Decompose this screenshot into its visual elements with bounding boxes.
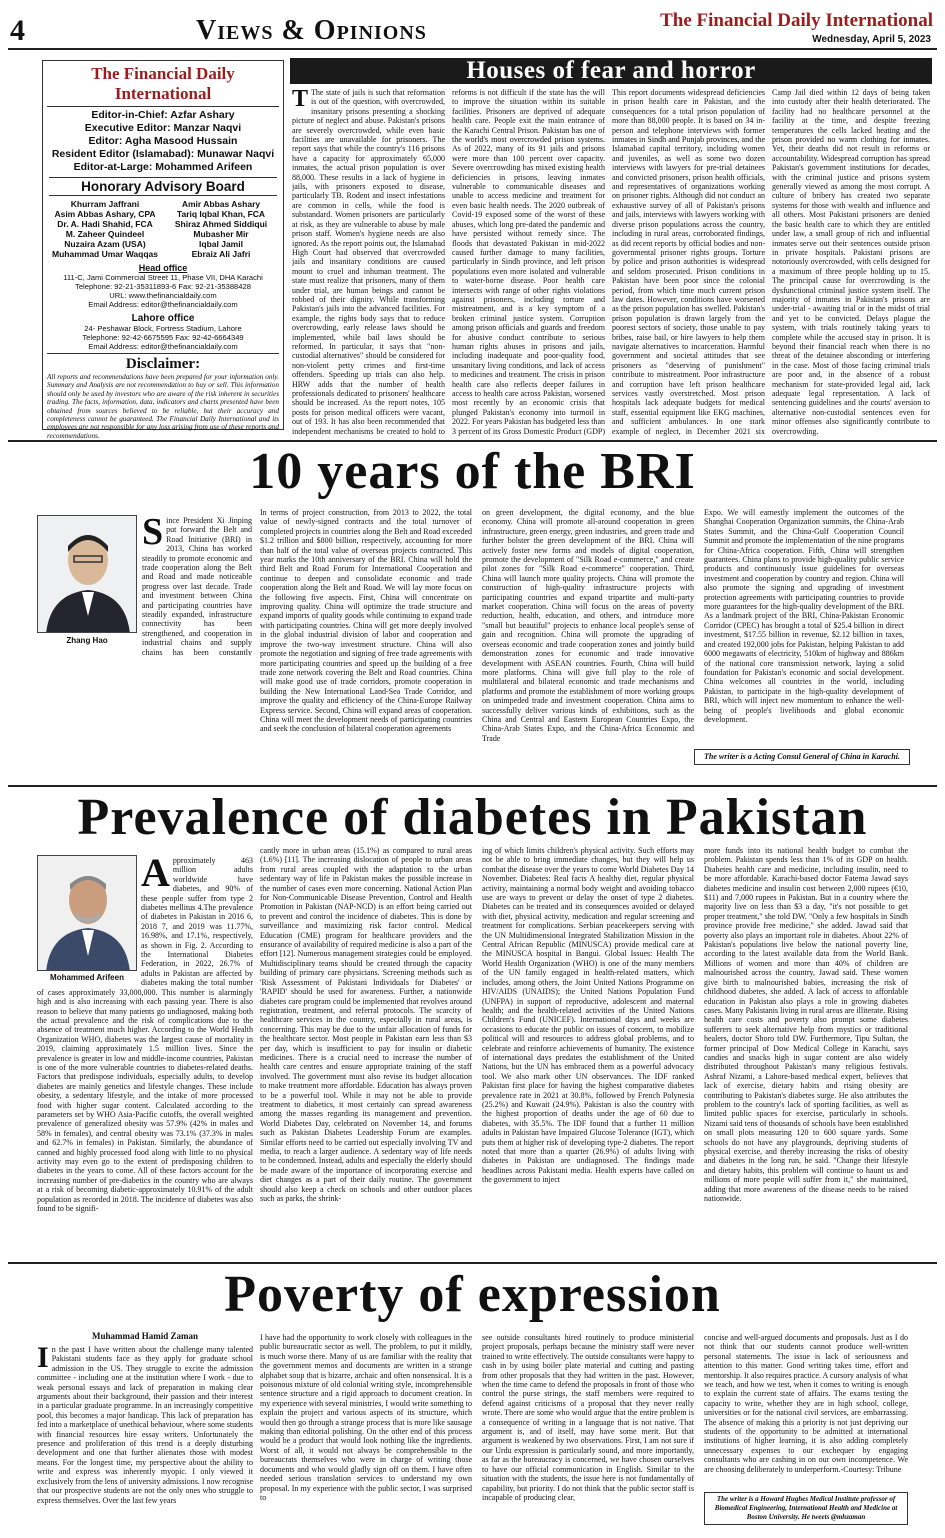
board-member: Asim Abbas Ashary, CPA [54, 209, 156, 219]
column-text: ince President Xi Jinping put forward the Belt and Road Initiative (BRI) in 2013, China has worked steadily to promote economic and trade cooperation along the Belt and Road and made noticeable progress over last decade. Trade and investment between China and participating countries have steadily expanded, infrastructure connectivity has been strengthened, and cooperation in industrial chains and supply chains has been constantly [142, 516, 252, 656]
article-headline: Poverty of expression [224, 1266, 721, 1323]
advisory-board-list [43, 199, 283, 259]
portrait-icon [38, 516, 137, 633]
editor-line: Resident Editor (Islamabad): Munawar Naqvi [51, 148, 275, 160]
address-line: Telephone: 92-42-6675595 Fax: 92-42-6664349 [82, 333, 244, 342]
disclaimer-title: Disclaimer: [125, 356, 201, 372]
column-text: The state of jails is such that reformation is out of the question, with overcrowded, insanitary prisons presenting a shocking picture of neglect and abuse. Pakistan's prisons are severely overcrowded, while even basic facilities are unavailable for prisoners. The report says that while the country's 116 prisons have a capacity for approximately 65,000 inmates, the actual prison population is over 88,000. These results in a lack of hygiene in jails, with prisoners exposed to disease, particularly TB. Rodent and insect infestations are common in cells, while the food is substandard. Women prisoners are particularly at risk, as they are vulnerable to abuse by male prison staff. Women's hygiene needs are also ignored. As the report points out, the Islamabad High Court had observed that overcrowded jails and insanitary conditions are caused mount to cruel and inhuman treatment. The state must realize that prisoners, many of them under trial, are human beings and cannot be robbed of their dignity. While transforming Pakistan's jails into the advanced facilities. For example, the rights body says that to reduce overcrowding, early release laws should be implemented, while bail laws should be reformed. In particular, it says that "non-custodial alternatives" should be considered for non-violent petty crimes and first-time offenders. Speeding up trials can also help. HRW adds that the number of health professionals dedicated to prisoners' healthcare should be increased. As the report notes, 105 posts for prison medical officers were vacant, out of 193. It has also been recommended that independent mechanisms be created to hold to [292, 88, 445, 436]
issue-date: Wednesday, April 5, 2023 [812, 34, 931, 45]
article-column: on green development, the digital economy, and the blue economy. China will promote all-around cooperation in green infrastructure, green energy, green industries, and green trade and further bolster the green development of the BRI. China will actively foster new forms and models of digital cooperation, promote the development of "Silk Road e-commerce," and create pilot zones for "Silk Road e-commerce" cooperation. Third, China will launch more quality projects. China will promote the construction of high-quality infrastructure projects with participating countries and expand tripartite and multi-party market cooperation. China will focus on the areas of poverty reduction, health, education, and others, and introduce more "small but beautiful" projects to enhance local people's sense of gain and recognition. China will promote the upgrading of overseas economic and trade cooperation zones and jointly build demonstration zones for economic and trade innovative development with ASEAN countries. Fourth, China will build more platforms. China will give full play to the role of multilateral and bilateral economic and trade mechanisms and platforms and promote the establishment of more working groups on unimpeded trade and investment cooperation. China aims to successfully deliver various kinds of exhibitions, such as the China and Central and Eastern European Countries Expo, the China-Arab States Expo, and the China-Africa Economic and Trade [482, 508, 694, 743]
board-member: Khurram Jaffrani [70, 199, 140, 209]
article-column: see outside consultants hired routinely to produce ministerial project proposals, perhaps because the ministry staff were never trained to write effectively. The outside consultants were happy to cash in by using boiler plate material and cutting and pasting from other proposals that they had written in the past. However, when the time came to defend the proposals in front of those who control the purse strings, the staff members were required to defend against criticisms of a proposal that they never really wrote. There are some who would argue that the entire problem is a consequence of writing in a language that is not native. That argument is, and of itself, may have some merit. But that argument is weakened by two observations. First, I am not sure if our Urdu expression is particularly sound, and more importantly, as far as the bureaucracy is concerned, we have chosen ourselves to have our official communication in English. Similar to the situation with the students, the issue here is not fundamentally of capability, but priority. I do not think that the public sector staff is incapable of producing clear, [482, 1333, 694, 1502]
article-headline: Houses of fear and horror [290, 58, 932, 84]
photo-caption: Zhang Hao [66, 636, 108, 645]
article-column: Expo. We will earnestly implement the outcomes of the Shanghai Cooperation Organization summits, the China-Arab States Summit, and the China-Gulf Cooperation Council Summit and promote the implementation of the nine programs for China-Africa cooperation. Fifth, China will strengthen guarantees. China plans to provide high-quality public service products and continuously issue guidelines for overseas investment and cooperation by country and region. China will also promote the signing and upgrading of investment protection agreements with participating countries to provide more guarantees for the high-quality development of the BRI. As a landmark project of the BRI, China-Pakistan Economic Corridor (CPEC) has brought a total of $25.4 billion in direct investment, $17.55 billion in revenue, $2.12 billion in taxes, and created 192,000 jobs for Pakistan, helping Pakistan to add 6000 megawatts of electricity, 510km of highway and 886km of the national core transmission network, laying a solid foundation for Pakistan's economic and social development. China welcomes all countries in the world, including Pakistan, to participate in the high-quality development of BRI, which will inject new momentum to enhance the well-being of people's livelihoods and global economic development. [704, 508, 904, 724]
author-photo [37, 515, 137, 633]
lahore-office-label: Lahore office [131, 313, 195, 324]
section-title: Views & Opinions [196, 15, 427, 46]
article-column: reforms is not difficult if the state has the will to improve the situation within its suitable facilities. Prisoners are deprived of adequate health care. People exit the main entrance of the Karachi Central Prison. Pakistan has one of the world's most overcrowded prison systems. As of 2022, many of its 91 jails and prisons were more than 100 percent over capacity. Severe overcrowding has mixed existing health deficiencies in prisons, leaving inmates vulnerable to communicable diseases and unable to access medicine and treatment for even basic health needs. The 2020 outbreak of Covid-19 exposed some of the worst of these abuses, which long pre-dated the pandemic and have persisted without remedy since. The floods that devastated Pakistan in mid-2022 caused further damage to many facilities, particularly in Sindh province, and left prison populations even more isolated and vulnerable to water-borne disease. Poor health care intersects with range of other rights violations against prisoners, including torture and mistreatment, and is a key symptom of a broken criminal justice system. Corruption among prison officials and guards and freedom for abusive conduct contribute to serious human rights abuses in prisons and jails, including inadequate and poor-quality food, unsanitary living conditions, and lack of access to medicines and treatment. The crisis in prison health care also reflects deeper failures in access to health care across Pakistan, worsened most recently by an economic crisis that plunged Pakistan's economy into turmoil in 2022. For years Pakistan has budgeted less than 3 percent of its Gross Domestic Product (GDP) [452, 88, 605, 436]
editor-line: Executive Editor: Manzar Naqvi [84, 122, 242, 134]
masthead-box [42, 60, 284, 440]
column-text: n the past I have written about the challenge many talented Pakistani students face as they apply for graduate school admission in the US. They struggle to excite the admission committee - including one at the institution where I work - due to weak personal essays and lack of preparation in making clear arguments about their background, their passion and their interest in a particular graduate programme. In an increasingly competitive pool, this becomes a major handicap. This lack of preparation has fed into a marketplace of unethical behaviour, where some students with financial resources hire essay writers. Unfortunately the presence and proliferation of this trend is a deeply disturbing development and one that further alienates those with modest means. For the longest time, my perspective about the ability to write and express was inherently myopic. I only viewed it exclusively from the lens of university admissions. I now recognise that our prospective students are not the only ones who struggle to express themselves. Over the last few years [37, 1345, 253, 1505]
board-member: Mubasher Mir [193, 229, 249, 239]
editor-line: Editor-at-Large: Mohammed Arifeen [73, 161, 253, 173]
article-column: Approximately 463 million adults worldwide have diabetes, and 90% of these people suffer from type 2 diabetes mellitus 4.The prevalence of diabetes in Pakistan in 2016 6, 2018 7, and 2019 was 11.77%, 16.98%, and 17.1%, respectively, as shown in Fig. 2. According to the International Diabetes Federation, in 2022, 26.7% of adults in Pakistan are affected by diabetes making the total number of cases approximately 33,000,000. This number is alarmingly high and is also increasing with each passing year. There is also reason to believe that many patients go undiagnosed, making both the actual prevalence and the risk of complications due to the absence of treatment much higher. According to the World Health Organization WHO, diabetes was the largest cause of mortality in 2019, claiming approximately 1.5 million lives. Since the prevalence is greater in low and middle-income countries, Pakistan is one of the more vulnerable countries to diabetes-related deaths. Factors that predispose individuals, especially adults, to develop diabetes are mainly genetics and lifestyle changes. These include obesity, a sedentary lifestyle, and the intake of more processed food with higher sugar content. Calculated according to the parameters set by WHO Asia-Pacific cutoffs, the overall weighted prevalence of generalized obesity was 57.9% (42% in males and 58% in females), and central obesity was 73.1% (37.3% in males and 62.7% in females) in Pakistan. Similarly, the abundance of canned and highly processed food along with little to no physical activity may even go to the extent of predisposing children to diabetes in the years to come. All of these factors account for the increasing number of pre-diabetics in the country who are always at a risk of becoming diabetic-approximately 10.91% of the adult population as recorded in 2018. The incidence of diabetes was also found to be signifi- [37, 856, 253, 1214]
masthead-title: The Financial Daily International [91, 64, 235, 103]
board-member: Nuzaira Azam (USA) [64, 239, 146, 249]
article-column: more funds into its national health budget to combat the problem. Pakistan spends less than 1% of its GDP on health. Diabetes health care and medicine, including insulin, need to be more affordable. Karachi-based doctor Fatema Jawad says diabetes medicine and insulin cost between 2,000 rupees (€10, $11) and 7,000 rupees in Pakistan. But in a country where the majority live on less than $3 a day, "it's not possible to get proper treatment," she told DW. "Only a few hospitals in Sindh province provide free medicine," she added. Jawad said that poverty also plays an important role in diabetes. About 22% of Pakistan's populations live below the national poverty line, according to the latest available data from the World Bank. Millions of women and more than 40% of children are malnourished across the country, Jawad said. These women give birth to malnourished babies, increasing the risk of childhood diabetes, she added. A lack of access to affordable education in Pakistan also plays a role in growing diabetes cases. Many Pakistanis living in rural areas are illiterate. Rising health care costs and poverty also prompt some diabetes sufferers to seek alternative help from mystics or traditional healers, doctor Shoro told DW. Furthermore, Tipu Sultan, the former principal of Dow Medical College in Karachi, says candies and snacks high in sugar content are also widely distributed throughout Pakistan's many religious festivals. Ashraf Nizami, a Lahore-based medical expert, believes that lack of exercise, dietary habits and rising obesity are contributing to Pakistan's diabetes surge. He also attributes the problem to the country's lack of sporting facilities, as well as limited public spaces for exercise, particularly in schools. Nizami said tens of thousands of schools have been established on small plots measuring 120 to 600 square yards. Some schools do not have any playgrounds, depriving students of physical exercise, and thereby increasing the risks of obesity and diabetes in the long run, he said. "Change their lifestyle and dietary habits, this problem will continue to haunt us and millions of more people will suffer from it," she maintained, adding that more awareness of the disease needs to be raised nationwide. [704, 846, 908, 1204]
divider [47, 353, 279, 354]
article-column: Since President Xi Jinping put forward the Belt and Road Initiative (BRI) in 2013, China has worked steadily to promote economic and trade cooperation along the Belt and Road and made noticeable progress over last decade. Trade and investment between China and participating countries have steadily expanded, infrastructure connectivity has been strengthened, and cooperation in industrial chains and supply chains has been constantly [142, 516, 252, 656]
article-column: concise and well-argued documents and proposals. Just as I do not think that our students cannot produce well-written personal statements. The issue is lack of seriousness and attention to this matter. Good writing takes time, effort and mentorship. It also requires practice. A cursory analysis of what we teach, and how we test, when it comes to writing is enough to explain the current state of affairs. The exams testing the capacity to write, whether they are in high school, college, universities or for the national civil services, are embarrassing. The absence of making this a priority is not just depriving our students of the opportunity to be admitted at international institutions of higher learning, it is also adding completely unnecessary expenses to our exchequer by engaging consultants who are cashing in on our own incompetence. We are choosing deliberately to underperform.-Courtesy: Tribune [704, 1333, 908, 1474]
advisory-board-title: Honorary Advisory Board [49, 177, 277, 196]
address-line: 111-C, Jami Commercial Street 11, Phase VII, DHA Karachi [63, 273, 263, 282]
board-member: Shiraz Ahmed Siddiqui [174, 219, 268, 229]
article-column: ing of which limits children's physical activity. Such efforts may not be able to bring immediate changes, but they will help us combat the disease over the years to come World Diabetes Day 14 November. Diabetes: Real facts A healthy diet, regular physical activity, maintaining a normal body weight and avoiding tobacco use are ways to prevent or delay the onset of type 2 diabetes. Diabetes can be treated and its consequences avoided or delayed with diet, physical activity, medication and regular screening and treatment for complications. Serbian peacekeepers serving with the UN Multidimensional Integrated Stabilization Mission in the Central African Republic (MINUSCA) provide medical care at the MINUSCA hospital in Bangui. Global Issues: Health The World Health Organization (WHO) is one of the many members of the UN family engaged in health-related matters, which includes, among others, the Joint United Nations Programme on HIV/AIDS (UNAIDS); the United Nations Population Fund (UNFPA) in support of reproductive, adolescent and maternal health; and the health-related activities of the United Nations Children's Fund (UNICEF). International days and weeks are occasions to educate the public on issues of concern, to mobilize political will and resources to address global problems, and to celebrate and reinforce achievements of humanity. The existence of international days predates the establishment of the United Nations, but the UN has embraced them as a powerful advocacy tool. We also mark other UN observances. The IDF ranked Pakistan first place for having the highest comparative diabetes prevalence rate in 2021 at 30.8%, followed by French Polynesia (25.2%) and Kuwait (24.9%). Pakistan is also the country with the highest proportion of deaths under the age of 60 due to diabetes, with 35.5%. The IDF found that a further 11 million adults in Pakistan have Impaired Glucose Tolerance (IGT), which puts them at higher risk of developing type-2 diabetes. The report noted that more than a quarter (26.9%) of adults living with diabetes in Pakistan are undiagnosed. The findings made headlines across Pakistani media. Health experts have called on the government to inject [482, 846, 694, 1185]
newspaper-name: The Financial Daily International [660, 10, 933, 31]
photo-spacer [37, 856, 141, 984]
column-text: pproximately 463 million adults worldwide have diabetes, and 90% of these people suffer from type 2 diabetes mellitus 4.The prevalence of diabetes in Pakistan in 2016 6, 2018 7, and 2019 was 11.77%, 16.98%, and 17.1%, respectively, as shown in Fig. 2. According to the International Diabetes Federation, in 2022, 26.7% of adults in Pakistan are affected by diabetes making the total number of cases approximately 33,000,000. This number is alarmingly high and is also increasing with each passing year. There is also reason to believe that many patients go undiagnosed, making both the actual prevalence and the risk of complications due to the absence of treatment much higher. According to the World Health Organization WHO, diabetes was the largest cause of mortality in 2019, claiming approximately 1.5 million lives. Since the prevalence is greater in low and middle-income countries, Pakistan is one of the more vulnerable countries to diabetes-related deaths. Factors that predispose individuals, especially adults, to develop diabetes are mainly genetics and lifestyle changes. These include obesity, a sedentary lifestyle, and the intake of more processed food with higher sugar content. Calculated according to the parameters set by WHO Asia-Pacific cutoffs, the overall weighted prevalence of generalized obesity was 57.9% (42% in males and 58% in females), and central obesity was 73.1% (37.3% in males and 62.7% in females) in Pakistan. Similarly, the abundance of canned and highly processed food along with little to no physical activity may even go to the extent of predisposing children to diabetes in the years to come. All of these factors account for the increasing number of pre-diabetics in the country who are always at a risk of becoming diabetic-approximately 10.91% of the adult population as recorded in 2018. The incidence of diabetes was also found to be signifi- [37, 856, 253, 1214]
disclaimer-text: All reports and recommendations have been prepared for your information only. Summary and Analysis are not recommendation to buy or sell. This information should only be used by investors who are aware of the risk inherent in securities trading. The facts, information, data, indicators and charts presented have been obtained from sources believed to be reliable, but their accuracy and completeness cannot be guaranteed. The Financial Daily International and its employees are not responsible for any loss arising from use of these reports and recommendations. [47, 373, 279, 440]
article-column: This report documents widespread deficiencies in prison health care in Pakistan, and the consequences for a total prison population of more than 88,000 people. It is based on 34 in-person and telephone interviews with former inmates in Sindh and Punjab provinces, and the Islamabad capital territory, including women and juveniles, as well as some two dozen interviews with lawyers for pre-trial detainees and convicted prisoners, prison health officials, and representatives of organizations working on prisoner rights. Although did not conduct an exhaustive survey of all of Pakistan's prisons and jails, interviews with lawyers working with diverse prison populations across the country, including in rural areas, corroborated findings, as did recent reports by official bodies and non-governmental prisoner rights groups. Torture by police and prison authorities is widespread and seldom prosecuted. Prison conditions in Pakistan have been poor since the colonial period, from which time much current prison law dates. However, conditions have worsened as the prison population has swelled. Pakistan's prison population is drawn largely from the poorest sectors of society, those unable to pay bribes, raise bail, or hire lawyers to help them navigate alternatives to incarceration. Harmful government and societal attitudes that see prisoners as "deserving of punishment" contribute to mistreatment. Poor infrastructure and corruption have left prison healthcare services vastly overstretched. Most prison hospitals lack adequate budgets for medical staff, essential equipment like EKG machines, and sufficient ambulances. In one stark example of neglect, in December 2021 six [612, 88, 765, 436]
board-member: Amir Abbas Ashary [181, 199, 261, 209]
board-member: Dr. A. Hadi Shahid, FCA [57, 219, 153, 229]
address-line: URL: www.thefinancialdaily.com [109, 291, 217, 300]
author-note: The writer is a Acting Consul General of China in Karachi. [694, 749, 910, 765]
address-line: 24- Peshawar Block, Fortress Stadium, Lahore [84, 324, 242, 333]
author-byline: Muhammad Hamid Zaman [91, 1331, 198, 1341]
article-column: T The state of jails is such that reformation is out of the question, with overcrowded, insanitary prisons presenting a shocking picture of neglect and abuse. Pakistan's prisons are severely overcrowded, while even basic facilities are unavailable for prisoners. The report says that while the country's 116 prisons have a capacity for approximately 65,000 inmates, the actual prison population is over 88,000. These results in a lack of hygiene in jails, with prisoners exposed to disease, particularly TB. Rodent and insect infestations are common in cells, while the food is substandard. Women prisoners are particularly at risk, as they are vulnerable to abuse by male prison staff. Women's hygiene needs are also ignored. As the report points out, the Islamabad High Court had observed that overcrowded jails and insanitary conditions are caused mount to cruel and inhuman treatment. The state must realize that prisoners, many of them under trial, are human beings and cannot be robbed of their dignity. While transforming Pakistan's jails into the advanced facilities. For example, the rights body says that to reduce overcrowding, early release laws should be implemented, while bail laws should be reformed. In particular, it says that "non-custodial alternatives" should be considered for non-violent petty crimes and first-time offenders. Speeding up trials can also help. HRW adds that the number of health professionals dedicated to prisoners' healthcare should be increased. As the report notes, 105 posts for prison medical officers were vacant, out of 193. It has also been recommended that independent mechanisms be created to hold to [292, 88, 445, 436]
page-number: 4 [10, 14, 25, 47]
section-rule [8, 1262, 937, 1264]
editor-line: Editor-in-Chief: Azfar Ashary [91, 109, 235, 121]
article-column: In terms of project construction, from 2013 to 2022, the total value of newly-signed contracts and the total turnover of completed projects in countries along the Belt and Road exceeded $1.2 trillion and $800 billion, respectively, accounting for more than half of the total value of overseas projects contracted. This year marks the 10th anniversary of the BRI. China will hold the third Belt and Road Forum for International Cooperation and continue to deepen and consolidate economic and trade cooperation along the Belt and Road. We will lay more focus on the following five aspects. First, China will concentrate on improving quality. China will optimize the trade structure and expand imports of quality goods while continuing to expand trade with participating countries. China will get more deeply involved in the global industrial division of labor and cooperation and improve the two-way investment structure. China will also promote the negotiation and signing of free trade agreements with more participating countries and speed up the building of a free trade zone network covering the Belt and Road countries. China will make good use of trade corridors, promote cooperation in building the New International Land-Sea Trade Corridor, and improve the quality and efficiency of the China-Europe Railway Express service. Second, China will expand areas of cooperation. China will meet the development needs of participating countries and seek the conclusion of bilateral cooperation agreements [260, 508, 472, 734]
board-member: Ebraiz Ali Jafri [191, 249, 251, 259]
board-member: M. Zaheer Quindeel [65, 229, 145, 239]
article-headline: Prevalence of diabetes in Pakistan [77, 789, 868, 846]
author-note: The writer is a Howard Hughes Medical Institute professor of Biomedical Engineering, International Health and Medicine at Boston University. He tweets @mhzaman [704, 1492, 908, 1525]
board-member: Iqbal Jamil [199, 239, 243, 249]
editor-line: Editor: Agha Masood Hussain [88, 135, 238, 147]
article-headline: 10 years of the BRI [249, 443, 696, 500]
address-line: Telephone: 92-21-35311893-6 Fax: 92-21-35388428 [75, 282, 251, 291]
header-rule [8, 48, 937, 50]
address-line: Email Address: editor@thefinancialdaily.com [88, 342, 238, 351]
article-column: I have had the opportunity to work closely with colleagues in the public bureaucratic sector as well. The problem, to put it mildly, is much worse there. Many of us are familiar with the reality that the government memos and documents are written in a strange alphabet soup that is bizarre, archaic and often nonsensical. It is a poisonous mixture of old colonial writing style, incomprehensible sentence structure and a rigid approach to document creation. In my experience with several ministries, I would write something to explain the project and various aspects of its structure, which would then go through a strange process that is more like sausage making than editorial polishing. On the other end of this process would be a product that would look nothing like the ingredients. Worst of all, it would not always be comprehensible to the bureaucrats themselves who were in charge of writing those documents and who would gladly sign off on them. I have often needed serious translation services to understand my own proposal. In my experience with the public sector, I was surprised to [260, 1333, 472, 1502]
board-member: Muhammad Umar Waqqas [52, 249, 158, 259]
photo-caption: Mohammed Arifeen [50, 973, 124, 982]
section-rule [8, 785, 937, 787]
article-column: cantly more in urban areas (15.1%) as compared to rural areas (1.6%) [11]. The increasing dislocation of people to urban areas from rural areas coupled with the adaptation to the urban sedentary way of life in Pakistan makes the possible increase in the number of cases even more concerning. National Action Plan for Non-Communicable Disease Prevention, Control and Health Promotion in Pakistan (NAP-NCD) is an effort being carried out to prevent and control the incidence of diabetes. This is done by surveillance and maximizing risk factor control. Medical Education (CME) program for healthcare providers and the ensurance of availability of required medicine is also a part of the effort [12]. Numerous management strategies could be employed. Multidisciplinary teams should be created through the capacity building of primary care physicians. Screening methods such as 'Risk Assessment of Pakistani Individuals for Diabetes' or 'RAPID' should be used for awareness. Further, a nationwide diabetes care program could be implemented that revolves around registration, treatment, and referral protocols. The scarcity of healthcare services in the country, especially in rural areas, is concerning. This may be due to the unfair allocation of funds for the healthcare sector. Most people in Pakistan earn less than $3 per day, which is insufficient to pay for insulin or diabetic medicines. There is a crucial need to increase the number of health care centres and ensure appropriate training of the staff involved. The government must also revise its budget allocation to make treatment more affordable. Education has always proven to be a powerful tool. While it may not be able to provide treatment to diabetics, it most certainly can spread awareness among the masses regarding its management and prevention. World Diabetes Day, celebrated on November 14, and forums such as Pakistan Diabetes Leadership Forum are examples. Similar efforts need to be carried out especially involving TV and media, to reach a larger audience. A sedentary way of life needs to be condemned. Instead, adults and especially the elderly should be made aware of the importance of incorporating exercise and diet changes as a part of their daily routine. The government should also keep a check on schools and other outdoor places such as parks, the shrink- [260, 846, 472, 1204]
article-column: In the past I have written about the challenge many talented Pakistani students face as they apply for graduate school admission in the US. They struggle to excite the admission committee - including one at the institution where I work - due to weak personal essays and lack of preparation in making clear arguments about their background, their passion and their interest in a particular graduate programme. In an increasingly competitive pool, this becomes a major handicap. This lack of preparation has fed into a marketplace of unethical behaviour, where some students with financial resources hire essay writers. Unfortunately the presence and proliferation of this trend is a deeply disturbing development and one that further alienates those with modest means. For the longest time, my perspective about the ability to write and express was inherently myopic. I only viewed it exclusively from the lens of university admissions. I now recognise that our prospective students are not the only ones who struggle to express themselves. Over the last few years [37, 1345, 253, 1505]
board-member: Tariq Iqbal Khan, FCA [176, 209, 266, 219]
article-column: Camp Jail died within 12 days of being taken into custody after their health deteriorated. The facility had no healthcare personnel at the facility at the time, and despite freezing temperatures the cells lacked heating and the prison provided no warm clothing for inmates. Yet, their deaths did not result in reforms or accountability. Widespread corruption has spread Pakistan's government institutions for decades, with the criminal justice and prisons system generally viewed as among the most corrupt. A culture of bribery has created two separate systems for those with wealth and influence and all others. Most Pakistani prisoners are denied the basic health care to which they are entitled under law, a small group of rich and influential inmates serve out their sentences outside prison in private hospitals. Pakistani prisons are notoriously overcrowded, with cells designed for a maximum of three people holding up to 15. The principal cause for overcrowding is the dysfunctional criminal justice system itself. The majority of inmates in Pakistan's prisons are under-trial - awaiting trial or in the midst of trial and yet to be convicted. Delays plague the system, with trials routinely taking years to complete while the accused stay in prison. It is beyond their financial reach when there is no threat of the detainee absconding or interfering in the case. Most of those facing criminal trials are poor and, in the absence of a robust mechanism for state-provided legal aid, lack adequate legal representation. A lack of sentencing guidelines and the courts' aversion to alternative non-custodial sentences even for minor offenses also significantly contribute to overcrowding. [772, 88, 930, 436]
address-line: Email Address: editor@thefinancialdaily.com [88, 300, 238, 309]
head-office-label: Head office [138, 263, 188, 273]
divider [47, 106, 279, 107]
